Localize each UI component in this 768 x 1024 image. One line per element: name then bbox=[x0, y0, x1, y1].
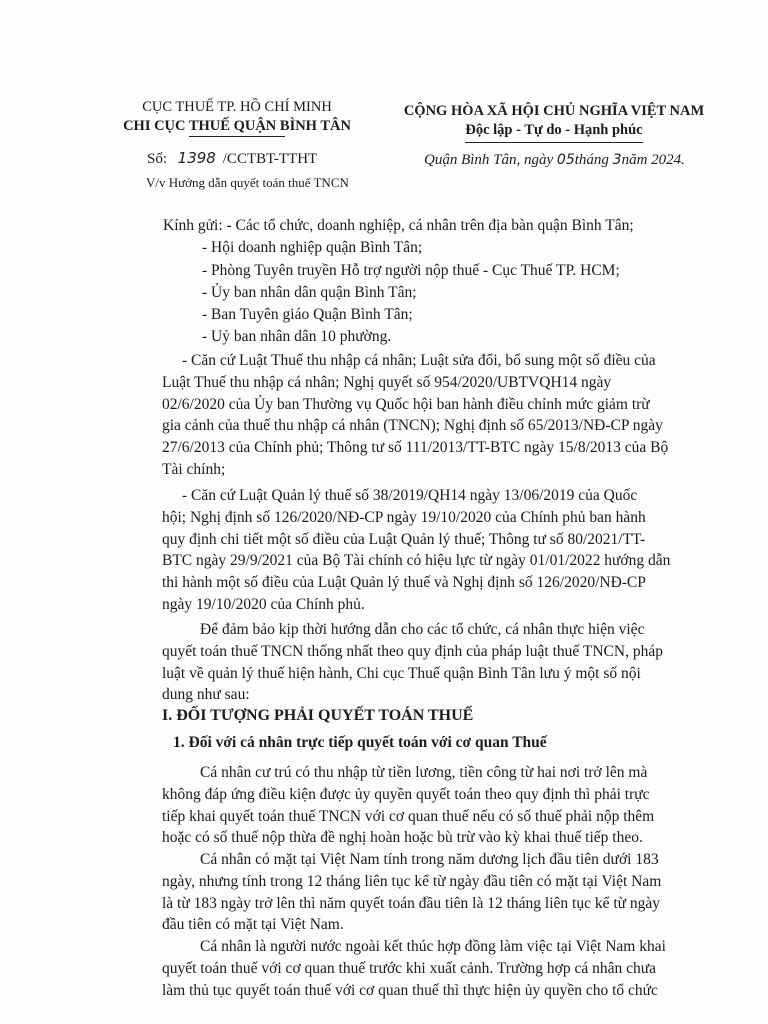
paragraph-self-settlement: Cá nhân cư trú có thu nhập từ tiền lương, tiền công từ hai nơi trở lên mà không đáp ứng điều kiện được ủy quyền quyết toán theo quy định thì phải trực tiếp khai quyết toán thuế TNCN với cơ quan thuế nếu có số thuế phải nộp thêm hoặc có số thuế nộp thừa đề nghị hoàn hoặc bù trừ vào kỳ khai thuế tiếp theo. bbox=[162, 764, 655, 847]
document-number: Số: 1398 /CCTBT-TTHT bbox=[147, 149, 318, 167]
national-motto: Độc lập - Tự do - Hạnh phúc bbox=[465, 122, 643, 138]
handwritten-number: 1398 bbox=[177, 149, 216, 167]
recipient-item: - Các tổ chức, doanh nghiệp, cá nhân trên địa bàn quận Bình Tân; bbox=[226, 217, 634, 234]
national-title: CỘNG HÒA XÃ HỘI CHỦ NGHĨA VIỆT NAM bbox=[403, 103, 705, 119]
national-motto-block bbox=[393, 102, 715, 143]
legal-basis-paragraph-1: - Căn cứ Luật Thuế thu nhập cá nhân; Luật sửa đổi, bổ sung một số điều của Luật Thuế thu nhập cá nhân; Nghị quyết số 954/2020/UBTVQH14 ngày 02/6/2020 của Ủy ban Thường vụ Quốc hội ban hành điều chỉnh mức giảm trừ gia cảnh của thuế thu nhập cá nhân (TNCN); Nghị định số 65/2013/NĐ-CP ngày 27/6/2013 của Chính phủ; Thông tư số 111/2013/TT-BTC ngày 15/8/2013 của Bộ Tài chính; bbox=[162, 352, 669, 478]
recipient-item: - Uỷ ban nhân dân 10 phường. bbox=[202, 328, 392, 346]
paragraph-foreigners: Cá nhân là người nước ngoài kết thúc hợp đồng làm việc tại Việt Nam khai quyết toán thuế với cơ quan thuế trước khi xuất cảnh. Trường hợp cá nhân chưa làm thủ tục quyết toán thuế với cơ quan thuế thì thực hiện ủy quyền cho tổ chức bbox=[162, 938, 666, 999]
motto-underline bbox=[465, 142, 643, 143]
agency-underline bbox=[189, 136, 285, 137]
issuing-agency: CHI CỤC THUẾ QUẬN BÌNH TÂN bbox=[123, 118, 351, 134]
handwritten-day: 05 bbox=[556, 152, 575, 168]
date-line: Quận Bình Tân, ngày 05tháng 3năm 2024. bbox=[424, 152, 685, 168]
recipients-label: Kính gửi: bbox=[163, 217, 223, 234]
legal-basis-paragraph-2: - Căn cứ Luật Quản lý thuế số 38/2019/QH14 ngày 13/06/2019 của Quốc hội; Nghị định số 126/2020/NĐ-CP ngày 19/10/2020 của Chính phủ ban hành quy định chi tiết một số điều của Luật Quản lý thuế; Thông tư số 80/2021/TT- BTC ngày 29/9/2021 của Bộ Tài chính có hiệu lực từ ngày 01/01/2022 hướng dẫn thi hành một số điều của Luật Quản lý thuế và Nghị định số 126/2020/NĐ-CP ngày 19/10/2020 của Chính phủ. bbox=[162, 487, 671, 613]
recipient-item: - Ban Tuyên giáo Quận Bình Tân; bbox=[202, 306, 413, 324]
recipients-block bbox=[163, 215, 634, 349]
section-heading: I. ĐỐI TƯỢNG PHẢI QUYẾT TOÁN THUẾ bbox=[162, 707, 474, 724]
recipient-item: - Hội doanh nghiệp quận Bình Tân; bbox=[202, 239, 423, 257]
subsection-heading: 1. Đối với cá nhân trực tiếp quyết toán với cơ quan Thuế bbox=[173, 734, 547, 751]
recipient-item: - Phòng Tuyên truyền Hỗ trợ người nộp thuế - Cục Thuế TP. HCM; bbox=[202, 261, 620, 279]
purpose-paragraph: Để đảm bảo kịp thời hướng dẫn cho các tổ chức, cá nhân thực hiện việc quyết toán thuế TNCN thống nhất theo quy định của pháp luật thuế TNCN, pháp luật về quản lý thuế hiện hành, Chi cục Thuế quận Bình Tân lưu ý một số nội dung như sau: bbox=[162, 621, 663, 704]
recipient-item: - Ủy ban nhân dân quận Bình Tân; bbox=[202, 283, 417, 301]
paragraph-residency: Cá nhân có mặt tại Việt Nam tính trong năm dương lịch đầu tiên dưới 183 ngày, nhưng tính trong 12 tháng liên tục kể từ ngày đầu tiên có mặt tại Việt Nam là từ 183 ngày trở lên thì năm quyết toán đầu tiên là 12 tháng liên tục kể từ ngày đầu tiên có mặt tại Việt Nam. bbox=[162, 851, 662, 934]
parent-agency: CỤC THUẾ TP. HỒ CHÍ MINH bbox=[142, 99, 332, 115]
document-subject: V/v Hướng dẫn quyết toán thuế TNCN bbox=[146, 175, 349, 190]
handwritten-month: 3 bbox=[612, 152, 622, 168]
issuing-agency-block bbox=[98, 98, 376, 137]
